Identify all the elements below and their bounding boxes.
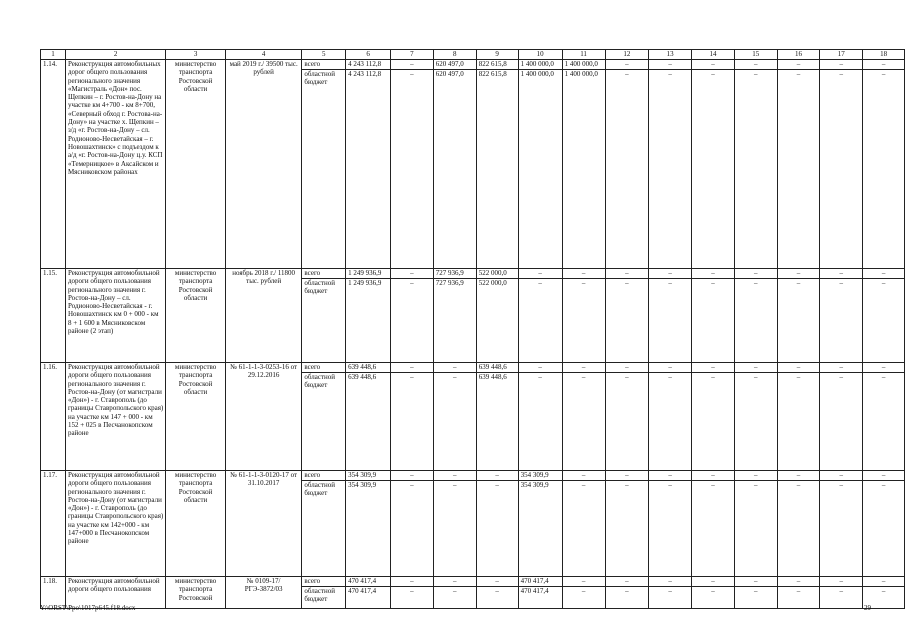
amount-cell: 639 448,6 [346,373,391,471]
amount-cell: – [734,279,777,363]
row-number: 1.16. [41,363,66,471]
customer: министерство транспорта Ростовской [166,577,226,609]
amount-cell: – [777,481,820,577]
amount-cell: 522 000,0 [476,269,518,279]
funding-source: всего [302,269,346,279]
amount-cell: – [518,279,562,363]
amount-cell: – [605,279,649,363]
amount-cell: 1 400 000,0 [562,70,605,269]
amount-cell: 1 400 000,0 [562,60,605,70]
amount-cell: – [863,70,905,269]
amount-cell: – [391,471,434,481]
amount-cell: – [820,587,863,609]
amount-cell: 822 615,8 [476,70,518,269]
amount-cell: – [777,269,820,279]
row-number: 1.15. [41,269,66,363]
amount-cell: – [433,577,476,587]
amount-cell: – [734,269,777,279]
amount-cell: – [649,577,692,587]
amount-cell: 620 497,0 [433,70,476,269]
column-number: 9 [476,50,518,60]
amount-cell: – [391,70,434,269]
amount-cell: – [692,481,735,577]
amount-cell: – [562,373,605,471]
funding-source: областной бюджет [302,373,346,471]
column-number: 18 [863,50,905,60]
amount-cell: 354 309,9 [346,481,391,577]
amount-cell: – [605,481,649,577]
amount-cell: – [649,279,692,363]
amount-cell: – [649,269,692,279]
table-header [41,50,905,60]
amount-cell: 727 936,9 [433,269,476,279]
amount-cell: 620 497,0 [433,60,476,70]
amount-cell: 470 417,4 [346,577,391,587]
column-number: 6 [346,50,391,60]
row-number: 1.14. [41,60,66,269]
amount-cell: 639 448,6 [476,373,518,471]
amount-cell: – [433,471,476,481]
amount-cell: – [391,373,434,471]
amount-cell: – [605,373,649,471]
amount-cell: – [605,577,649,587]
column-number: 16 [777,50,820,60]
amount-cell: – [391,363,434,373]
amount-cell: – [605,587,649,609]
amount-cell: – [820,363,863,373]
amount-cell: – [518,373,562,471]
amount-cell: – [649,60,692,70]
amount-cell: – [391,269,434,279]
amount-cell: – [476,481,518,577]
amount-cell: – [605,471,649,481]
funding-source: областной бюджет [302,481,346,577]
amount-cell: – [605,269,649,279]
amount-cell: – [562,279,605,363]
amount-cell: – [777,70,820,269]
amount-cell: 470 417,4 [518,587,562,609]
amount-cell: – [734,60,777,70]
table-row [41,577,905,587]
amount-cell: – [734,587,777,609]
amount-cell: – [476,587,518,609]
amount-cell: – [562,481,605,577]
amount-cell: – [777,577,820,587]
design-document: май 2019 г./ 39500 тыс. рублей [225,60,302,269]
design-document: № 61-1-1-3-0120-17 от 31.10.2017 [225,471,302,577]
row-number: 1.18. [41,577,66,609]
amount-cell: – [692,60,735,70]
amount-cell: – [820,481,863,577]
column-number: 12 [605,50,649,60]
customer: министерство транспорта Ростовской области [166,60,226,269]
amount-cell: – [649,471,692,481]
column-number: 11 [562,50,605,60]
amount-cell: – [777,373,820,471]
amount-cell: – [649,70,692,269]
object-name: Реконструкция автомобильной дороги общего пользования регионального значения г. Ростов-на-Дону – сл. Родионово-Несветайская - г. Новошахтинск км 0 + 000 - км 8 + 1 600 в Мясниковском районе (2 этап) [65,269,165,363]
amount-cell: – [649,481,692,577]
amount-cell: – [692,577,735,587]
amount-cell: 1 400 000,0 [518,60,562,70]
design-document: ноябрь 2018 г./ 11800 тыс. рублей [225,269,302,363]
amount-cell: 4 243 112,8 [346,60,391,70]
amount-cell: 822 615,8 [476,60,518,70]
amount-cell: – [649,363,692,373]
amount-cell: – [605,363,649,373]
amount-cell: – [734,481,777,577]
row-number: 1.17. [41,471,66,577]
amount-cell: – [562,471,605,481]
amount-cell: 1 400 000,0 [518,70,562,269]
amount-cell: – [518,363,562,373]
amount-cell: 1 249 936,9 [346,269,391,279]
amount-cell: – [777,587,820,609]
amount-cell: 470 417,4 [518,577,562,587]
amount-cell: – [476,471,518,481]
amount-cell: – [863,587,905,609]
amount-cell: – [433,373,476,471]
amount-cell: – [734,471,777,481]
customer: министерство транспорта Ростовской области [166,363,226,471]
amount-cell: 354 309,9 [518,471,562,481]
amount-cell: – [820,70,863,269]
amount-cell: – [692,279,735,363]
amount-cell: – [562,577,605,587]
program-table [40,49,905,609]
amount-cell: – [562,363,605,373]
amount-cell: – [433,481,476,577]
amount-cell: – [863,60,905,70]
amount-cell: – [605,70,649,269]
amount-cell: – [433,363,476,373]
funding-source: областной бюджет [302,70,346,269]
amount-cell: – [863,481,905,577]
amount-cell: 1 249 936,9 [346,279,391,363]
amount-cell: 354 309,9 [346,471,391,481]
amount-cell: 522 000,0 [476,279,518,363]
amount-cell: – [692,471,735,481]
column-number: 5 [302,50,346,60]
footer-file-path: Y:\ORST\Ppo\1017p645.f18.docx [40,604,136,612]
amount-cell: – [518,269,562,279]
amount-cell: – [863,363,905,373]
funding-source: всего [302,60,346,70]
amount-cell: – [734,363,777,373]
amount-cell: – [605,60,649,70]
amount-cell: – [777,279,820,363]
amount-cell: – [562,587,605,609]
amount-cell: – [820,373,863,471]
amount-cell: – [476,577,518,587]
amount-cell: – [433,587,476,609]
amount-cell: – [649,373,692,471]
amount-cell: – [562,269,605,279]
column-number: 8 [433,50,476,60]
amount-cell: 639 448,6 [476,363,518,373]
amount-cell: 470 417,4 [346,587,391,609]
design-document: № 61-1-1-3-0253-16 от 29.12.2016 [225,363,302,471]
funding-source: всего [302,471,346,481]
amount-cell: 4 243 112,8 [346,70,391,269]
table-row [41,269,905,279]
column-number: 1 [41,50,66,60]
object-name: Реконструкция автомобильной дороги общего пользования [65,577,165,609]
amount-cell: – [734,70,777,269]
amount-cell: – [649,587,692,609]
amount-cell: – [863,471,905,481]
column-number: 3 [166,50,226,60]
amount-cell: 727 936,9 [433,279,476,363]
amount-cell: – [777,363,820,373]
column-number-row [41,50,905,60]
amount-cell: 639 448,6 [346,363,391,373]
column-number: 14 [692,50,735,60]
column-number: 13 [649,50,692,60]
amount-cell: – [863,577,905,587]
funding-source: областной бюджет [302,279,346,363]
table-row [41,471,905,481]
object-name: Реконструкция автомобильной дороги общего пользования регионального значения г. Ростов-на-Дону (от магистрали «Дон») - г. Ставрополь (до границы Ставропольского края) на участке км 142+000 - км 147+000 в Песчанокопском районе [65,471,165,577]
amount-cell: – [820,279,863,363]
design-document: № 0109-17/РГЭ-3872/03 [225,577,302,609]
amount-cell: – [863,269,905,279]
column-number: 15 [734,50,777,60]
amount-cell: – [692,70,735,269]
funding-source: всего [302,363,346,373]
column-number: 10 [518,50,562,60]
amount-cell: – [777,471,820,481]
amount-cell: – [863,279,905,363]
column-number: 17 [820,50,863,60]
amount-cell: – [734,577,777,587]
amount-cell: – [820,577,863,587]
customer: министерство транспорта Ростовской области [166,269,226,363]
amount-cell: – [863,373,905,471]
amount-cell: – [692,587,735,609]
amount-cell: – [820,471,863,481]
funding-source: всего [302,577,346,587]
column-number: 7 [391,50,434,60]
amount-cell: – [391,60,434,70]
amount-cell: 354 309,9 [518,481,562,577]
page-number: 29 [864,604,871,612]
object-name: Реконструкция автомобильной дороги общего пользования регионального значения г. Ростов-на-Дону (от магистрали «Дон») - г. Ставрополь (до границы Ставропольского края) на участке км 147 + 000 - км 152 + 025 в Песчанокопском районе [65,363,165,471]
customer: министерство транспорта Ростовской области [166,471,226,577]
amount-cell: – [777,60,820,70]
amount-cell: – [692,269,735,279]
column-number: 4 [225,50,302,60]
amount-cell: – [734,373,777,471]
amount-cell: – [692,373,735,471]
amount-cell: – [391,577,434,587]
table-body [41,60,905,609]
object-name: Реконструкция автомобильных дорог общего пользования регионального значения «Магистраль «Дон» пос. Щепкин – г. Ростов-на-Дону на участке км 4+700 - км 8+700, «Северный обход г. Ростова-на-Дону» на участке х. Щепкин – з/д «г. Ростов-на-Дону – сл. Родионово-Несветайская – г. Новошахтинск» с подъездом к а/д «г. Ростов-на-Дону ц.у. КСП «Темерницкое» в Аксайском и Мясниковском районах [65,60,165,269]
amount-cell: – [391,279,434,363]
amount-cell: – [391,481,434,577]
amount-cell: – [820,269,863,279]
table-row [41,363,905,373]
amount-cell: – [820,60,863,70]
funding-source: областной бюджет [302,587,346,609]
amount-cell: – [391,587,434,609]
column-number: 2 [65,50,165,60]
table-row [41,60,905,70]
amount-cell: – [692,363,735,373]
